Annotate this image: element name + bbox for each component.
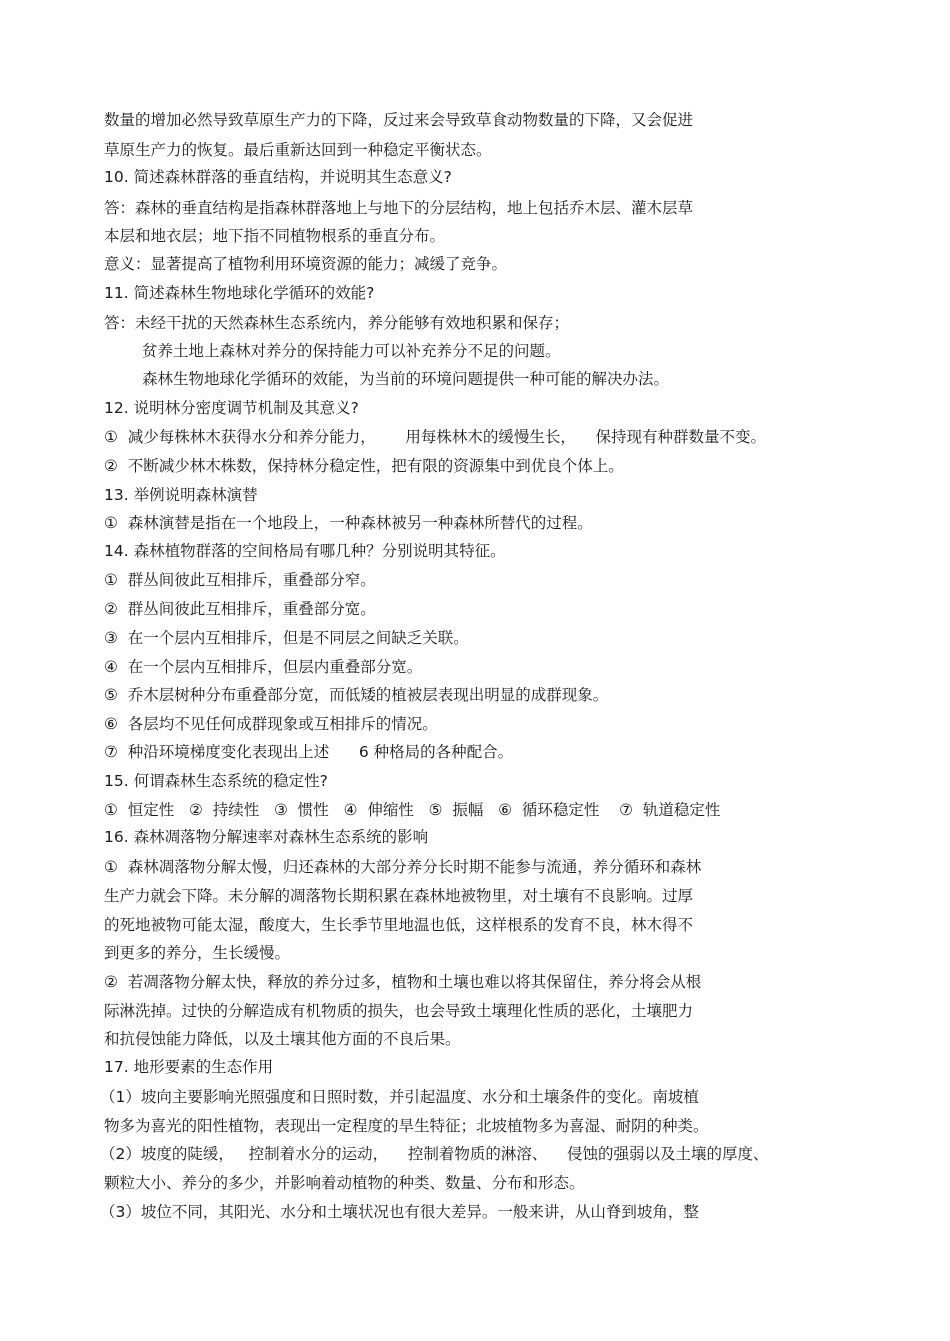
list-item: ③ 在一个层内互相排斥，但是不同层之间缺乏关联。 bbox=[104, 629, 469, 647]
question-heading: 11. 简述森林生物地球化学循环的效能? bbox=[104, 284, 375, 302]
text-line: 本层和地衣层；地下指不同植物根系的垂直分布。 bbox=[104, 227, 446, 245]
question-heading: 13. 举例说明森林演替 bbox=[104, 486, 258, 504]
question-heading: 14. 森林植物群落的空间格局有哪几种？分别说明其特征。 bbox=[104, 542, 506, 560]
list-item: ① 森林凋落物分解太慢，归还森林的大部分养分长时期不能参与流通，养分循环和森林 bbox=[104, 858, 702, 876]
list-item: ① 减少每株林木获得水分和养分能力， 用每株林木的缓慢生长， 保持现有种群数量不变。 bbox=[104, 428, 767, 446]
text-line: 答：森林的垂直结构是指森林群落地上与地下的分层结构，地上包括乔木层、灌木层草 bbox=[104, 199, 694, 217]
question-heading: 15. 何谓森林生态系统的稳定性? bbox=[104, 772, 328, 790]
question-heading: 16. 森林凋落物分解速率对森林生态系统的影响 bbox=[104, 828, 429, 846]
list-item: ② 群丛间彼此互相排斥，重叠部分宽。 bbox=[104, 600, 376, 618]
text-line: 物多为喜光的阳性植物，表现出一定程度的旱生特征；北坡植物多为喜湿、耐阴的种类。 bbox=[104, 1117, 709, 1135]
list-item: ① 恒定性 ② 持续性 ③ 惯性 ④ 伸缩性 ⑤ 振幅 ⑥ 循环稳定性 ⑦ 轨道稳定性 bbox=[104, 801, 721, 819]
question-heading: 12. 说明林分密度调节机制及其意义? bbox=[104, 399, 359, 417]
text-line: 意义：显著提高了植物利用环境资源的能力；减缓了竞争。 bbox=[104, 255, 508, 273]
text-line: 答：未经干扰的天然森林生态系统内，养分能够有效地积累和保存； bbox=[104, 314, 570, 332]
list-item: ⑤ 乔木层树种分布重叠部分宽，而低矮的植被层表现出明显的成群现象。 bbox=[104, 686, 609, 704]
text-line: 草原生产力的恢复。最后重新达回到一种稳定平衡状态。 bbox=[104, 141, 492, 159]
text-line: 和抗侵蚀能力降低，以及土壤其他方面的不良后果。 bbox=[104, 1030, 461, 1048]
list-item: ② 不断减少林木株数，保持林分稳定性，把有限的资源集中到优良个体上。 bbox=[104, 457, 624, 475]
text-line: 颗粒大小、养分的多少，并影响着动植物的种类、数量、分布和形态。 bbox=[104, 1174, 585, 1192]
text-line: 数量的增加必然导致草原生产力的下降，反过来会导致草食动物数量的下降，又会促进 bbox=[104, 111, 694, 129]
text-line: 森林生物地球化学循环的效能，为当前的环境问题提供一种可能的解决办法。 bbox=[142, 370, 670, 388]
text-line: 的死地被物可能太湿，酸度大，生长季节里地温也低，这样根系的发育不良，林木得不 bbox=[104, 916, 694, 934]
list-item: ④ 在一个层内互相排斥，但层内重叠部分宽。 bbox=[104, 658, 423, 676]
text-line: 到更多的养分，生长缓慢。 bbox=[104, 944, 291, 962]
text-line: 生产力就会下降。未分解的凋落物长期积累在森林地被物里，对土壤有不良影响。过厚 bbox=[104, 887, 694, 905]
text-line: 贫养土地上森林对养分的保持能力可以补充养分不足的问题。 bbox=[142, 342, 561, 360]
list-item: ① 森林演替是指在一个地段上，一种森林被另一种森林所替代的过程。 bbox=[104, 514, 593, 532]
text-line: （2）坡度的陡缓， 控制着水分的运动， 控制着物质的淋溶、 侵蚀的强弱以及土壤的厚度、 bbox=[100, 1145, 769, 1163]
text-line: （1）坡向主要影响光照强度和日照时数，并引起温度、水分和土壤条件的变化。南坡植 bbox=[100, 1088, 699, 1106]
text-line: （3）坡位不同，其阳光、水分和土壤状况也有很大差异。一般来讲，从山脊到坡角，整 bbox=[100, 1203, 699, 1221]
text-line: 际淋洗掉。过快的分解造成有机物质的损失，也会导致土壤理化性质的恶化，土壤肥力 bbox=[104, 1002, 694, 1020]
list-item: ② 若凋落物分解太快，释放的养分过多，植物和土壤也难以将其保留住，养分将会从根 bbox=[104, 973, 702, 991]
question-heading: 17. 地形要素的生态作用 bbox=[104, 1058, 274, 1076]
list-item: ⑥ 各层均不见任何成群现象或互相排斥的情况。 bbox=[104, 715, 438, 733]
list-item: ① 群丛间彼此互相排斥，重叠部分窄。 bbox=[104, 571, 376, 589]
list-item: ⑦ 种沿环境梯度变化表现出上述 6 种格局的各种配合。 bbox=[104, 743, 514, 761]
question-heading: 10. 简述森林群落的垂直结构，并说明其生态意义? bbox=[104, 168, 452, 186]
